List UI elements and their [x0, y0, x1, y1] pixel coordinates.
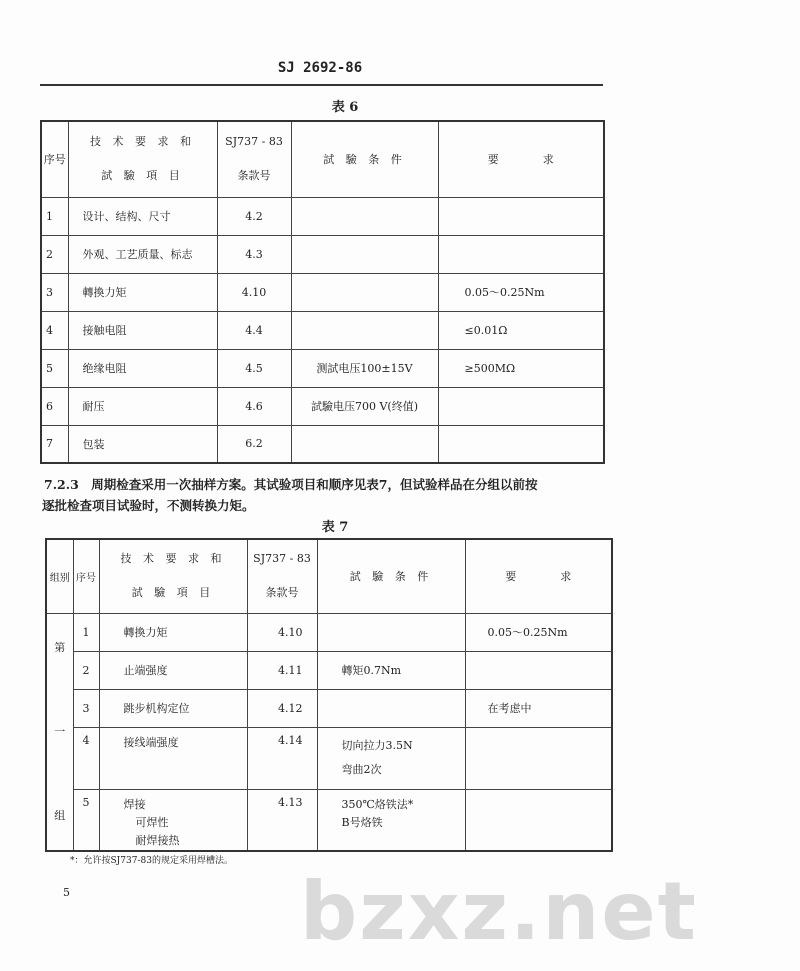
header-item-line2: 試 驗 項 目 — [101, 169, 184, 183]
cell-cond — [317, 789, 465, 851]
cell-item — [99, 789, 247, 851]
group-label-1: 第 — [54, 640, 66, 654]
cell-clause: 4.2 — [217, 197, 291, 235]
paragraph-line2: 逐批检查项目试验时，不测转换力矩。 — [42, 498, 255, 513]
cell-req: 0.05～0.25Nm — [438, 273, 604, 311]
cell-cond: 試驗电压700 V(终值) — [291, 387, 438, 425]
header-cond: 試 驗 条 件 — [291, 121, 438, 197]
cell-clause: 6.2 — [217, 425, 291, 463]
table-row — [41, 349, 604, 387]
header-clause — [247, 539, 317, 613]
item-line3: 耐焊接热 — [135, 833, 180, 847]
cell-item: 轉換力矩 — [68, 273, 217, 311]
cell-seq: 5 — [41, 349, 68, 387]
table-row — [46, 789, 612, 851]
cell-seq: 4 — [41, 311, 68, 349]
header-seq: 序号 — [73, 539, 99, 613]
document-code: SJ 2692-86 — [277, 60, 363, 76]
header-clause-line2: 条款号 — [237, 169, 271, 183]
group-label-cell — [46, 613, 73, 851]
header-clause — [217, 121, 291, 197]
cond-line1: 切向拉力3.5N — [341, 738, 413, 752]
cond-line2: 弯曲2次 — [341, 762, 382, 776]
cell-seq: 1 — [73, 613, 99, 651]
cell-clause: 4.11 — [247, 651, 317, 689]
page-number: 5 — [63, 886, 70, 899]
header-clause-line1: SJ737 - 83 — [253, 552, 311, 566]
cell-req — [438, 425, 604, 463]
cell-cond: 轉矩0.7Nm — [317, 651, 465, 689]
cell-clause: 4.3 — [217, 235, 291, 273]
cell-item: 轉換力矩 — [99, 613, 247, 651]
cell-seq: 4 — [73, 727, 99, 789]
header-req: 要 求 — [438, 121, 604, 197]
cell-clause: 4.6 — [217, 387, 291, 425]
cell-clause: 4.14 — [247, 727, 317, 789]
header-cond: 試 驗 条 件 — [317, 539, 465, 613]
header-item-line2: 試 驗 項 目 — [131, 586, 215, 600]
cell-req — [438, 197, 604, 235]
cell-item: 包装 — [68, 425, 217, 463]
cell-req: ≥500MΩ — [438, 349, 604, 387]
cell-req — [438, 235, 604, 273]
cell-item: 止端强度 — [99, 651, 247, 689]
header-req: 要 求 — [465, 539, 612, 613]
watermark: bzxz.net — [300, 865, 698, 958]
cell-cond: 测試电压100±15V — [291, 349, 438, 387]
cell-item: 外观、工艺质量、标志 — [68, 235, 217, 273]
table-row — [41, 387, 604, 425]
cell-seq: 2 — [41, 235, 68, 273]
cell-item: 绝缘电阻 — [68, 349, 217, 387]
cell-seq: 3 — [73, 689, 99, 727]
cell-item: 耐压 — [68, 387, 217, 425]
cond-line1: 350℃烙铁法* — [341, 797, 414, 811]
table-row — [46, 651, 612, 689]
table-row — [46, 689, 612, 727]
header-item — [68, 121, 217, 197]
cell-cond — [291, 197, 438, 235]
table-row — [41, 425, 604, 463]
cell-req — [465, 789, 612, 851]
header-group: 组别 — [46, 539, 73, 613]
cell-item: 接线端强度 — [99, 727, 247, 789]
table7-caption: 表 7 — [321, 520, 349, 535]
table-row — [41, 235, 604, 273]
table6-header-row — [41, 121, 604, 197]
header-clause-line1: SJ737 - 83 — [225, 135, 283, 149]
cell-seq: 5 — [73, 789, 99, 851]
cell-cond — [291, 235, 438, 273]
header-rule — [40, 84, 603, 86]
table-row — [41, 311, 604, 349]
table-row — [41, 273, 604, 311]
cell-seq: 6 — [41, 387, 68, 425]
table7 — [45, 538, 613, 852]
paragraph-line1: 7.2.3 周期检查采用一次抽样方案。其试验项目和顺序见表7，但试验样品在分组以前按 — [44, 477, 538, 492]
cell-cond — [317, 613, 465, 651]
cell-req — [465, 727, 612, 789]
cell-cond — [317, 727, 465, 789]
cell-seq: 3 — [41, 273, 68, 311]
cell-cond — [291, 273, 438, 311]
cell-cond — [291, 425, 438, 463]
cell-clause: 4.10 — [217, 273, 291, 311]
cell-clause: 4.13 — [247, 789, 317, 851]
table6-caption: 表 6 — [331, 100, 359, 115]
cell-seq: 7 — [41, 425, 68, 463]
cell-clause: 4.10 — [247, 613, 317, 651]
header-item — [99, 539, 247, 613]
cell-clause: 4.5 — [217, 349, 291, 387]
cell-req: ≤0.01Ω — [438, 311, 604, 349]
footnote: *：允许按SJ737-83的规定采用焊槽法。 — [70, 856, 233, 866]
cell-item: 接触电阻 — [68, 311, 217, 349]
header-clause-line2: 条款号 — [265, 586, 299, 600]
header-item-line1: 技 术 要 求 和 — [120, 552, 226, 566]
header-seq: 序号 — [41, 121, 68, 197]
item-line1: 焊接 — [123, 797, 146, 811]
cond-line2: B号烙铁 — [341, 815, 383, 829]
table6 — [40, 120, 605, 464]
cell-item: 设计、结构、尺寸 — [68, 197, 217, 235]
item-line2: 可焊性 — [135, 815, 169, 829]
cell-clause: 4.4 — [217, 311, 291, 349]
cell-item: 跳步机构定位 — [99, 689, 247, 727]
cell-clause: 4.12 — [247, 689, 317, 727]
cell-req: 在考虑中 — [465, 689, 612, 727]
cell-req — [438, 387, 604, 425]
cell-cond — [291, 311, 438, 349]
header-item-line1: 技 术 要 求 和 — [90, 135, 195, 149]
cell-req: 0.05～0.25Nm — [465, 613, 612, 651]
table-row — [46, 613, 612, 651]
table-row — [46, 727, 612, 789]
cell-cond — [317, 689, 465, 727]
table-row — [41, 197, 604, 235]
group-label-2: 一 — [54, 724, 66, 738]
cell-seq: 2 — [73, 651, 99, 689]
group-label-3: 组 — [54, 808, 66, 822]
table7-header-row — [46, 539, 612, 613]
cell-req — [465, 651, 612, 689]
cell-seq: 1 — [41, 197, 68, 235]
